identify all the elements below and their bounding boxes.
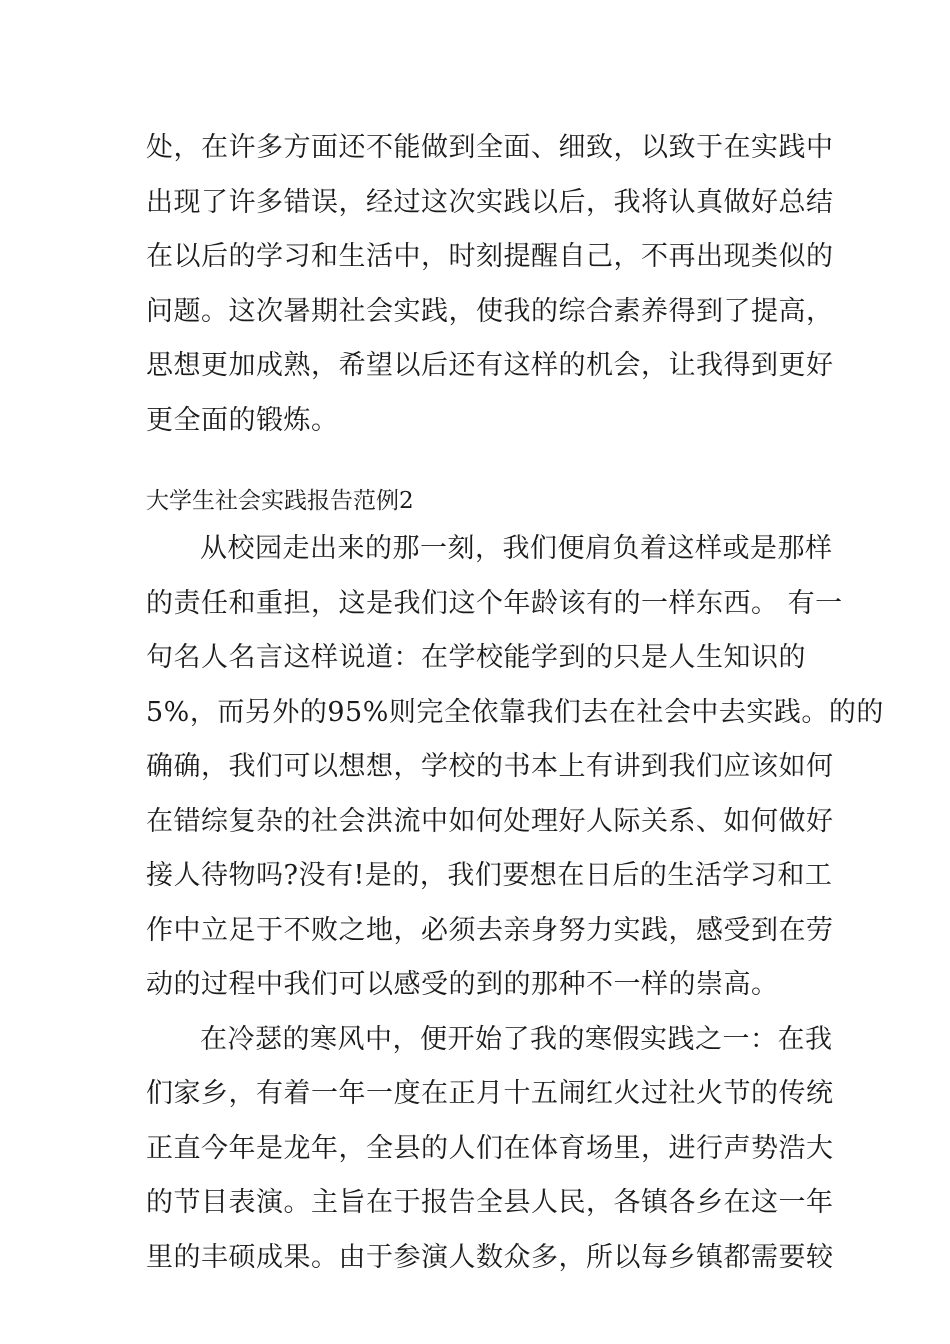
paragraph1-line-1: 从校园走出来的那一刻，我们便肩负着这样或是那样 [200, 533, 833, 564]
paragraph1-line-3: 句名人名言这样说道：在学校能学到的只是人生知识的 [146, 642, 806, 673]
paragraph2-line-1: 在冷瑟的寒风中，便开始了我的寒假实践之一：在我 [200, 1024, 833, 1055]
paragraph2-line-5: 里的丰硕成果。由于参演人数众多，所以每乡镇都需要较 [146, 1242, 834, 1273]
intro-line-4: 问题。这次暑期社会实践，使我的综合素养得到了提高， [146, 296, 834, 327]
intro-line-1: 处，在许多方面还不能做到全面、细致，以致于在实践中 [146, 132, 834, 163]
paragraph1-line-9: 动的过程中我们可以感受的到的那种不一样的崇高。 [146, 969, 779, 1000]
paragraph2-line-2: 们家乡，有着一年一度在正月十五闹红火过社火节的传统 [146, 1078, 834, 1109]
paragraph1-line-5: 确确，我们可以想想，学校的书本上有讲到我们应该如何 [146, 751, 834, 782]
paragraph1-line-7: 接人待物吗?没有!是的，我们要想在日后的生活学习和工 [146, 860, 833, 891]
paragraph1-line-4: 5%，而另外的95%则完全依靠我们去在社会中去实践。的的 [146, 697, 884, 728]
intro-line-3: 在以后的学习和生活中，时刻提醒自己，不再出现类似的 [146, 241, 834, 272]
paragraph1-line-2: 的责任和重担，这是我们这个年龄该有的一样东西。 有一 [146, 588, 843, 619]
paragraph2-line-4: 的节目表演。主旨在于报告全县人民，各镇各乡在这一年 [146, 1187, 834, 1218]
paragraph1-line-6: 在错综复杂的社会洪流中如何处理好人际关系、如何做好 [146, 806, 834, 837]
intro-line-6: 更全面的锻炼。 [146, 405, 339, 436]
intro-line-2: 出现了许多错误，经过这次实践以后，我将认真做好总结 [146, 187, 834, 218]
paragraph1-line-8: 作中立足于不败之地，必须去亲身努力实践，感受到在劳 [146, 915, 834, 946]
paragraph2-line-3: 正直今年是龙年，全县的人们在体育场里，进行声势浩大 [146, 1133, 834, 1164]
section-title: 大学生社会实践报告范例2 [146, 488, 414, 514]
intro-line-5: 思想更加成熟，希望以后还有这样的机会，让我得到更好 [146, 350, 834, 381]
